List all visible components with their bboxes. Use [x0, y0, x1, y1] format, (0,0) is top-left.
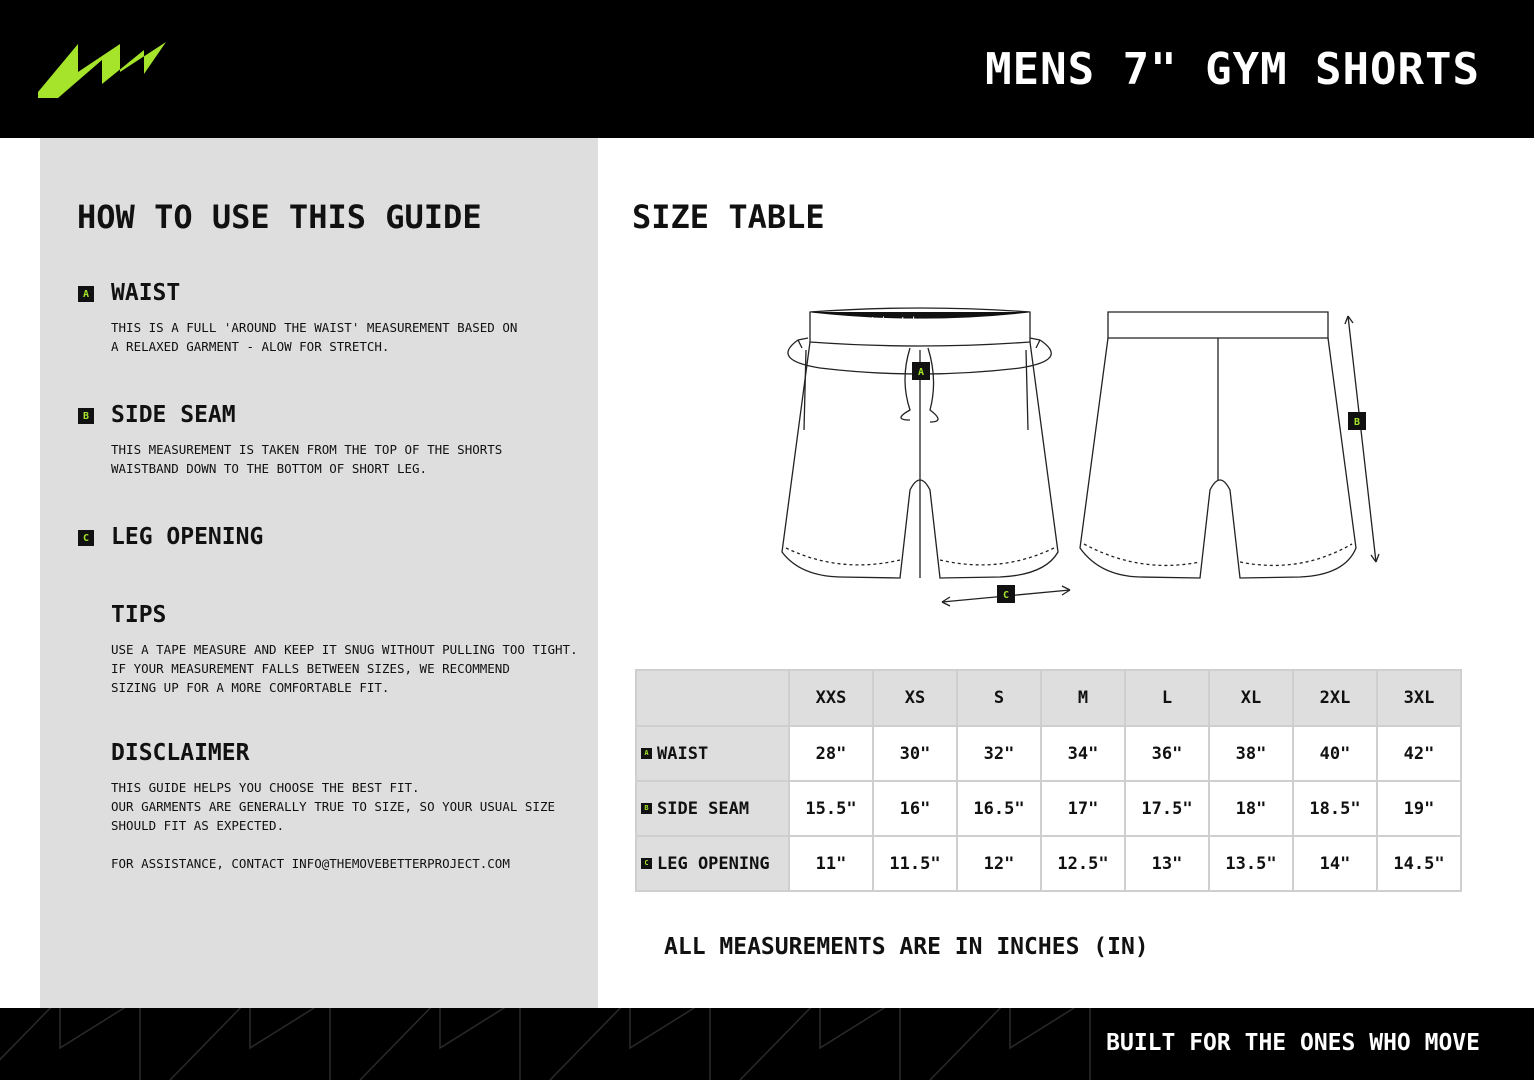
- table-cell: 38": [1209, 726, 1293, 781]
- waist-title: WAIST: [111, 280, 181, 306]
- waistband-text: tmbp tmbp tmbp: [840, 316, 925, 327]
- size-header: XXS: [789, 670, 873, 726]
- table-cell: 16": [873, 781, 957, 836]
- footer-tagline: BUILT FOR THE ONES WHO MOVE: [1106, 1030, 1480, 1056]
- size-header: M: [1041, 670, 1125, 726]
- table-row-side-seam: [636, 781, 1461, 836]
- row-header: B SIDE SEAM: [636, 781, 789, 836]
- table-cell: 19": [1377, 781, 1461, 836]
- tips-title: TIPS: [111, 602, 167, 628]
- units-note: ALL MEASUREMENTS ARE IN INCHES (IN): [664, 934, 1149, 960]
- contact-line: FOR ASSISTANCE, CONTACT INFO@THEMOVEBETTERPROJECT.COM: [111, 856, 510, 871]
- table-cell: 40": [1293, 726, 1377, 781]
- side-seam-description: THIS MEASUREMENT IS TAKEN FROM THE TOP OF THE SHORTS WAISTBAND DOWN TO THE BOTTOM OF SHORT LEG.: [111, 442, 503, 476]
- marker-c: C: [1002, 590, 1010, 601]
- size-header: XS: [873, 670, 957, 726]
- table-cell: 11": [789, 836, 873, 891]
- table-cell: 36": [1125, 726, 1209, 781]
- table-cell: 12.5": [1041, 836, 1125, 891]
- table-cell: 34": [1041, 726, 1125, 781]
- side-seam-title: SIDE SEAM: [111, 402, 236, 428]
- row-header: C LEG OPENING: [636, 836, 789, 891]
- size-table-heading: SIZE TABLE: [632, 198, 825, 236]
- table-cell: 28": [789, 726, 873, 781]
- table-cell: 18": [1209, 781, 1293, 836]
- guide-heading: HOW TO USE THIS GUIDE: [77, 198, 482, 236]
- table-row-waist: [636, 726, 1461, 781]
- table-cell: 11.5": [873, 836, 957, 891]
- leg-opening-title: LEG OPENING: [111, 524, 264, 550]
- row-badge: A: [641, 748, 652, 759]
- table-cell: 14": [1293, 836, 1377, 891]
- badge-a: A: [78, 286, 94, 302]
- marker-a: A: [917, 367, 925, 378]
- row-header: A WAIST: [636, 726, 789, 781]
- table-cell: 12": [957, 836, 1041, 891]
- guide-panel: [40, 138, 598, 1008]
- size-header-row: [636, 670, 1461, 726]
- row-badge: B: [641, 803, 652, 814]
- row-badge: C: [641, 858, 652, 869]
- side-seam-arrow: [1348, 316, 1376, 562]
- shorts-diagram: [760, 290, 1420, 620]
- table-cell: 30": [873, 726, 957, 781]
- size-header: XL: [1209, 670, 1293, 726]
- table-cell: 17": [1041, 781, 1125, 836]
- size-header: L: [1125, 670, 1209, 726]
- table-cell: 13.5": [1209, 836, 1293, 891]
- table-cell: 18.5": [1293, 781, 1377, 836]
- table-cell: 15.5": [789, 781, 873, 836]
- disclaimer-title: DISCLAIMER: [111, 740, 250, 766]
- back-waistband: [1108, 312, 1328, 338]
- table-cell: 17.5": [1125, 781, 1209, 836]
- footer: [0, 1008, 1534, 1080]
- header: [0, 0, 1534, 138]
- disclaimer-description: THIS GUIDE HELPS YOU CHOOSE THE BEST FIT. OUR GARMENTS ARE GENERALLY TRUE TO SIZE, SO YOUR USUAL SIZE SHOULD FIT AS EXPECTED. FOR ASSISTANCE, CONTACT INFO@THEMOVEBETTERPROJECT.COM: [111, 780, 556, 871]
- table-cell: 16.5": [957, 781, 1041, 836]
- size-header: S: [957, 670, 1041, 726]
- size-header: 3XL: [1377, 670, 1461, 726]
- tips-description: USE A TAPE MEASURE AND KEEP IT SNUG WITHOUT PULLING TOO TIGHT. IF YOUR MEASUREMENT FALLS BETWEEN SIZES, WE RECOMMEND SIZING UP FOR A MORE COMFORTABLE FIT.: [111, 642, 578, 695]
- waist-description: THIS IS A FULL 'AROUND THE WAIST' MEASUREMENT BASED ON A RELAXED GARMENT - ALOW FOR STRETCH.: [111, 320, 518, 354]
- size-header: 2XL: [1293, 670, 1377, 726]
- table-cell: 32": [957, 726, 1041, 781]
- table-row-leg-opening: [636, 836, 1461, 891]
- page-title: MENS 7" GYM SHORTS: [985, 44, 1480, 95]
- marker-b: B: [1353, 417, 1361, 428]
- table-cell: 42": [1377, 726, 1461, 781]
- size-table: [635, 669, 1462, 892]
- table-cell: 14.5": [1377, 836, 1461, 891]
- header-empty-cell: [636, 670, 789, 726]
- badge-b: B: [78, 408, 94, 424]
- badge-c: C: [78, 530, 94, 546]
- table-cell: 13": [1125, 836, 1209, 891]
- tmbp-zigzag-logo-icon: [38, 38, 166, 100]
